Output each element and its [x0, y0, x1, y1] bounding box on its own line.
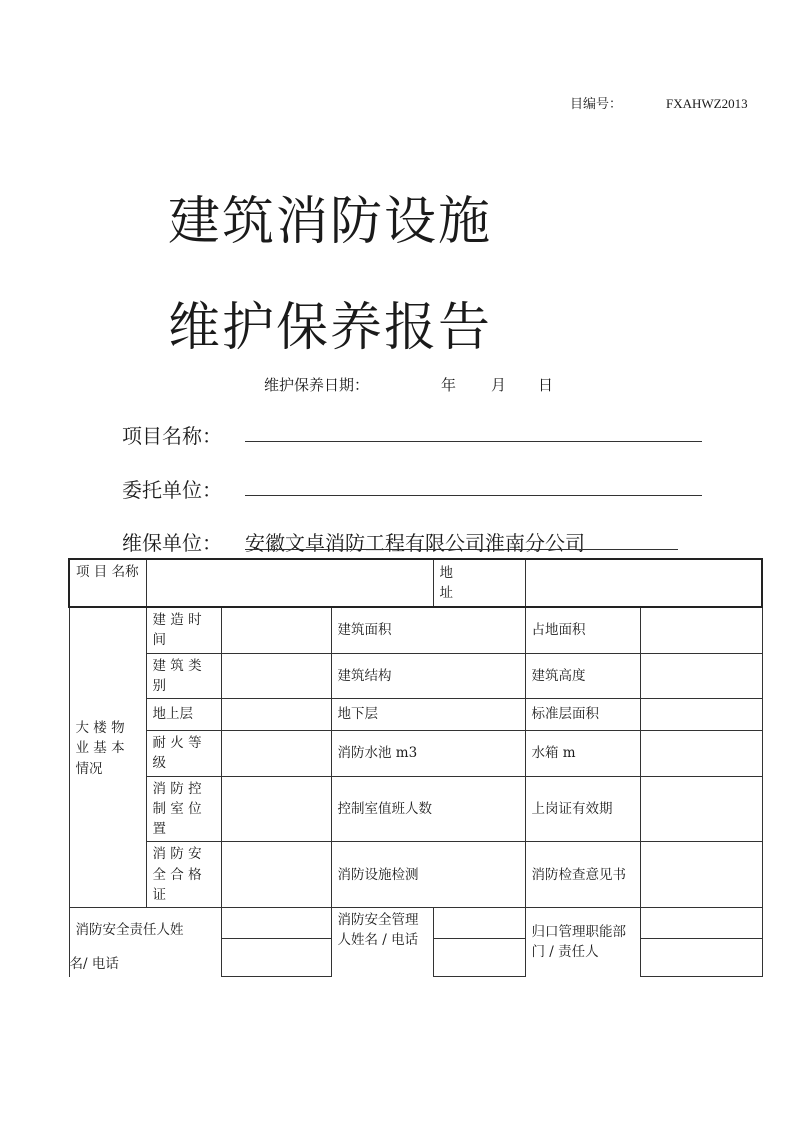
facility-inspection-cell: 消防设施检测 [331, 842, 525, 908]
build-time-cell: 建 造 时 间 [146, 607, 221, 653]
maintenance-date-label: 维护保养日期： [264, 376, 370, 394]
safety-responsible-value-2[interactable] [221, 939, 331, 977]
competent-department-value-2[interactable] [640, 939, 762, 977]
safety-manager-value-1[interactable] [433, 908, 525, 939]
safety-responsible-label-2: 名/ 电话 [69, 956, 119, 973]
above-ground-floors-value[interactable] [221, 699, 331, 731]
inspection-opinion-cell: 消防检查意见书 [525, 842, 640, 908]
report-title-line1: 建筑消防设施 [168, 192, 493, 252]
report-title-line2: 维护保养报告 [168, 298, 493, 358]
standard-floor-area-value[interactable] [640, 699, 762, 731]
fire-safety-cert-cell: 消 防 安 全 合 格 证 [146, 842, 221, 908]
safety-responsible-cell [69, 908, 221, 977]
fire-rating-value[interactable] [221, 731, 331, 777]
date-month: 月 [491, 376, 507, 394]
land-area-value[interactable] [640, 607, 762, 653]
water-tank-value[interactable] [640, 731, 762, 777]
build-time-value[interactable] [221, 607, 331, 653]
maintainer-label: 维保单位： [122, 531, 222, 555]
inspection-opinion-value[interactable] [640, 842, 762, 908]
fire-safety-cert-value[interactable] [221, 842, 331, 908]
project-number-label: 目编号： [570, 97, 623, 112]
maintainer-line [245, 549, 678, 550]
building-info-table [68, 558, 763, 977]
client-label: 委托单位： [122, 478, 222, 502]
project-name-line[interactable] [245, 441, 702, 442]
date-year: 年 [441, 376, 457, 394]
control-room-location-value[interactable] [221, 776, 331, 842]
safety-responsible-label: 消防安全责任人姓 [75, 922, 184, 938]
certificate-validity-value[interactable] [640, 776, 762, 842]
standard-floor-area-cell: 标准层面积 [525, 699, 640, 731]
building-height-value[interactable] [640, 653, 762, 699]
building-area-cell: 建筑面积 [331, 607, 525, 653]
building-height-cell: 建筑高度 [525, 653, 640, 699]
address-value-cell[interactable] [525, 559, 762, 607]
client-line[interactable] [245, 495, 702, 496]
date-day: 日 [538, 376, 554, 394]
building-category-cell: 建 筑 类 别 [146, 653, 221, 699]
building-structure-cell: 建筑结构 [331, 653, 525, 699]
land-area-cell: 占地面积 [525, 607, 640, 653]
fire-rating-cell: 耐 火 等 级 [146, 731, 221, 777]
project-name-value-cell[interactable] [146, 559, 433, 607]
project-number-value: FXAHWZ2013 [666, 96, 748, 111]
building-category-value[interactable] [221, 653, 331, 699]
underground-floors-cell: 地下层 [331, 699, 525, 731]
project-number [570, 93, 748, 112]
project-name-label: 项目名称： [122, 424, 222, 448]
building-basic-info-cell: 大 楼 物 业 基 本 情况 [69, 607, 146, 908]
safety-responsible-value-1[interactable] [221, 908, 331, 939]
address-cell [433, 559, 525, 607]
competent-department-value-1[interactable] [640, 908, 762, 939]
competent-department-cell: 归口管理职能部门 / 责任人 [525, 908, 640, 977]
control-room-location-cell: 消 防 控 制 室 位 置 [146, 776, 221, 842]
control-room-staff-cell: 控制室值班人数 [331, 776, 525, 842]
address-label: 地 址 [439, 564, 511, 601]
water-tank-cell: 水箱 m [525, 731, 640, 777]
safety-manager-value-2[interactable] [433, 939, 525, 977]
safety-manager-cell: 消防安全管理人姓名 / 电话 [331, 908, 433, 977]
maintainer-value: 安徽文卓消防工程有限公司淮南分公司 [245, 531, 585, 555]
above-ground-floors-cell: 地上层 [146, 699, 221, 731]
certificate-validity-cell: 上岗证有效期 [525, 776, 640, 842]
fire-pool-cell: 消防水池 m3 [331, 731, 525, 777]
project-name-cell: 项 目 名称 [69, 559, 146, 607]
